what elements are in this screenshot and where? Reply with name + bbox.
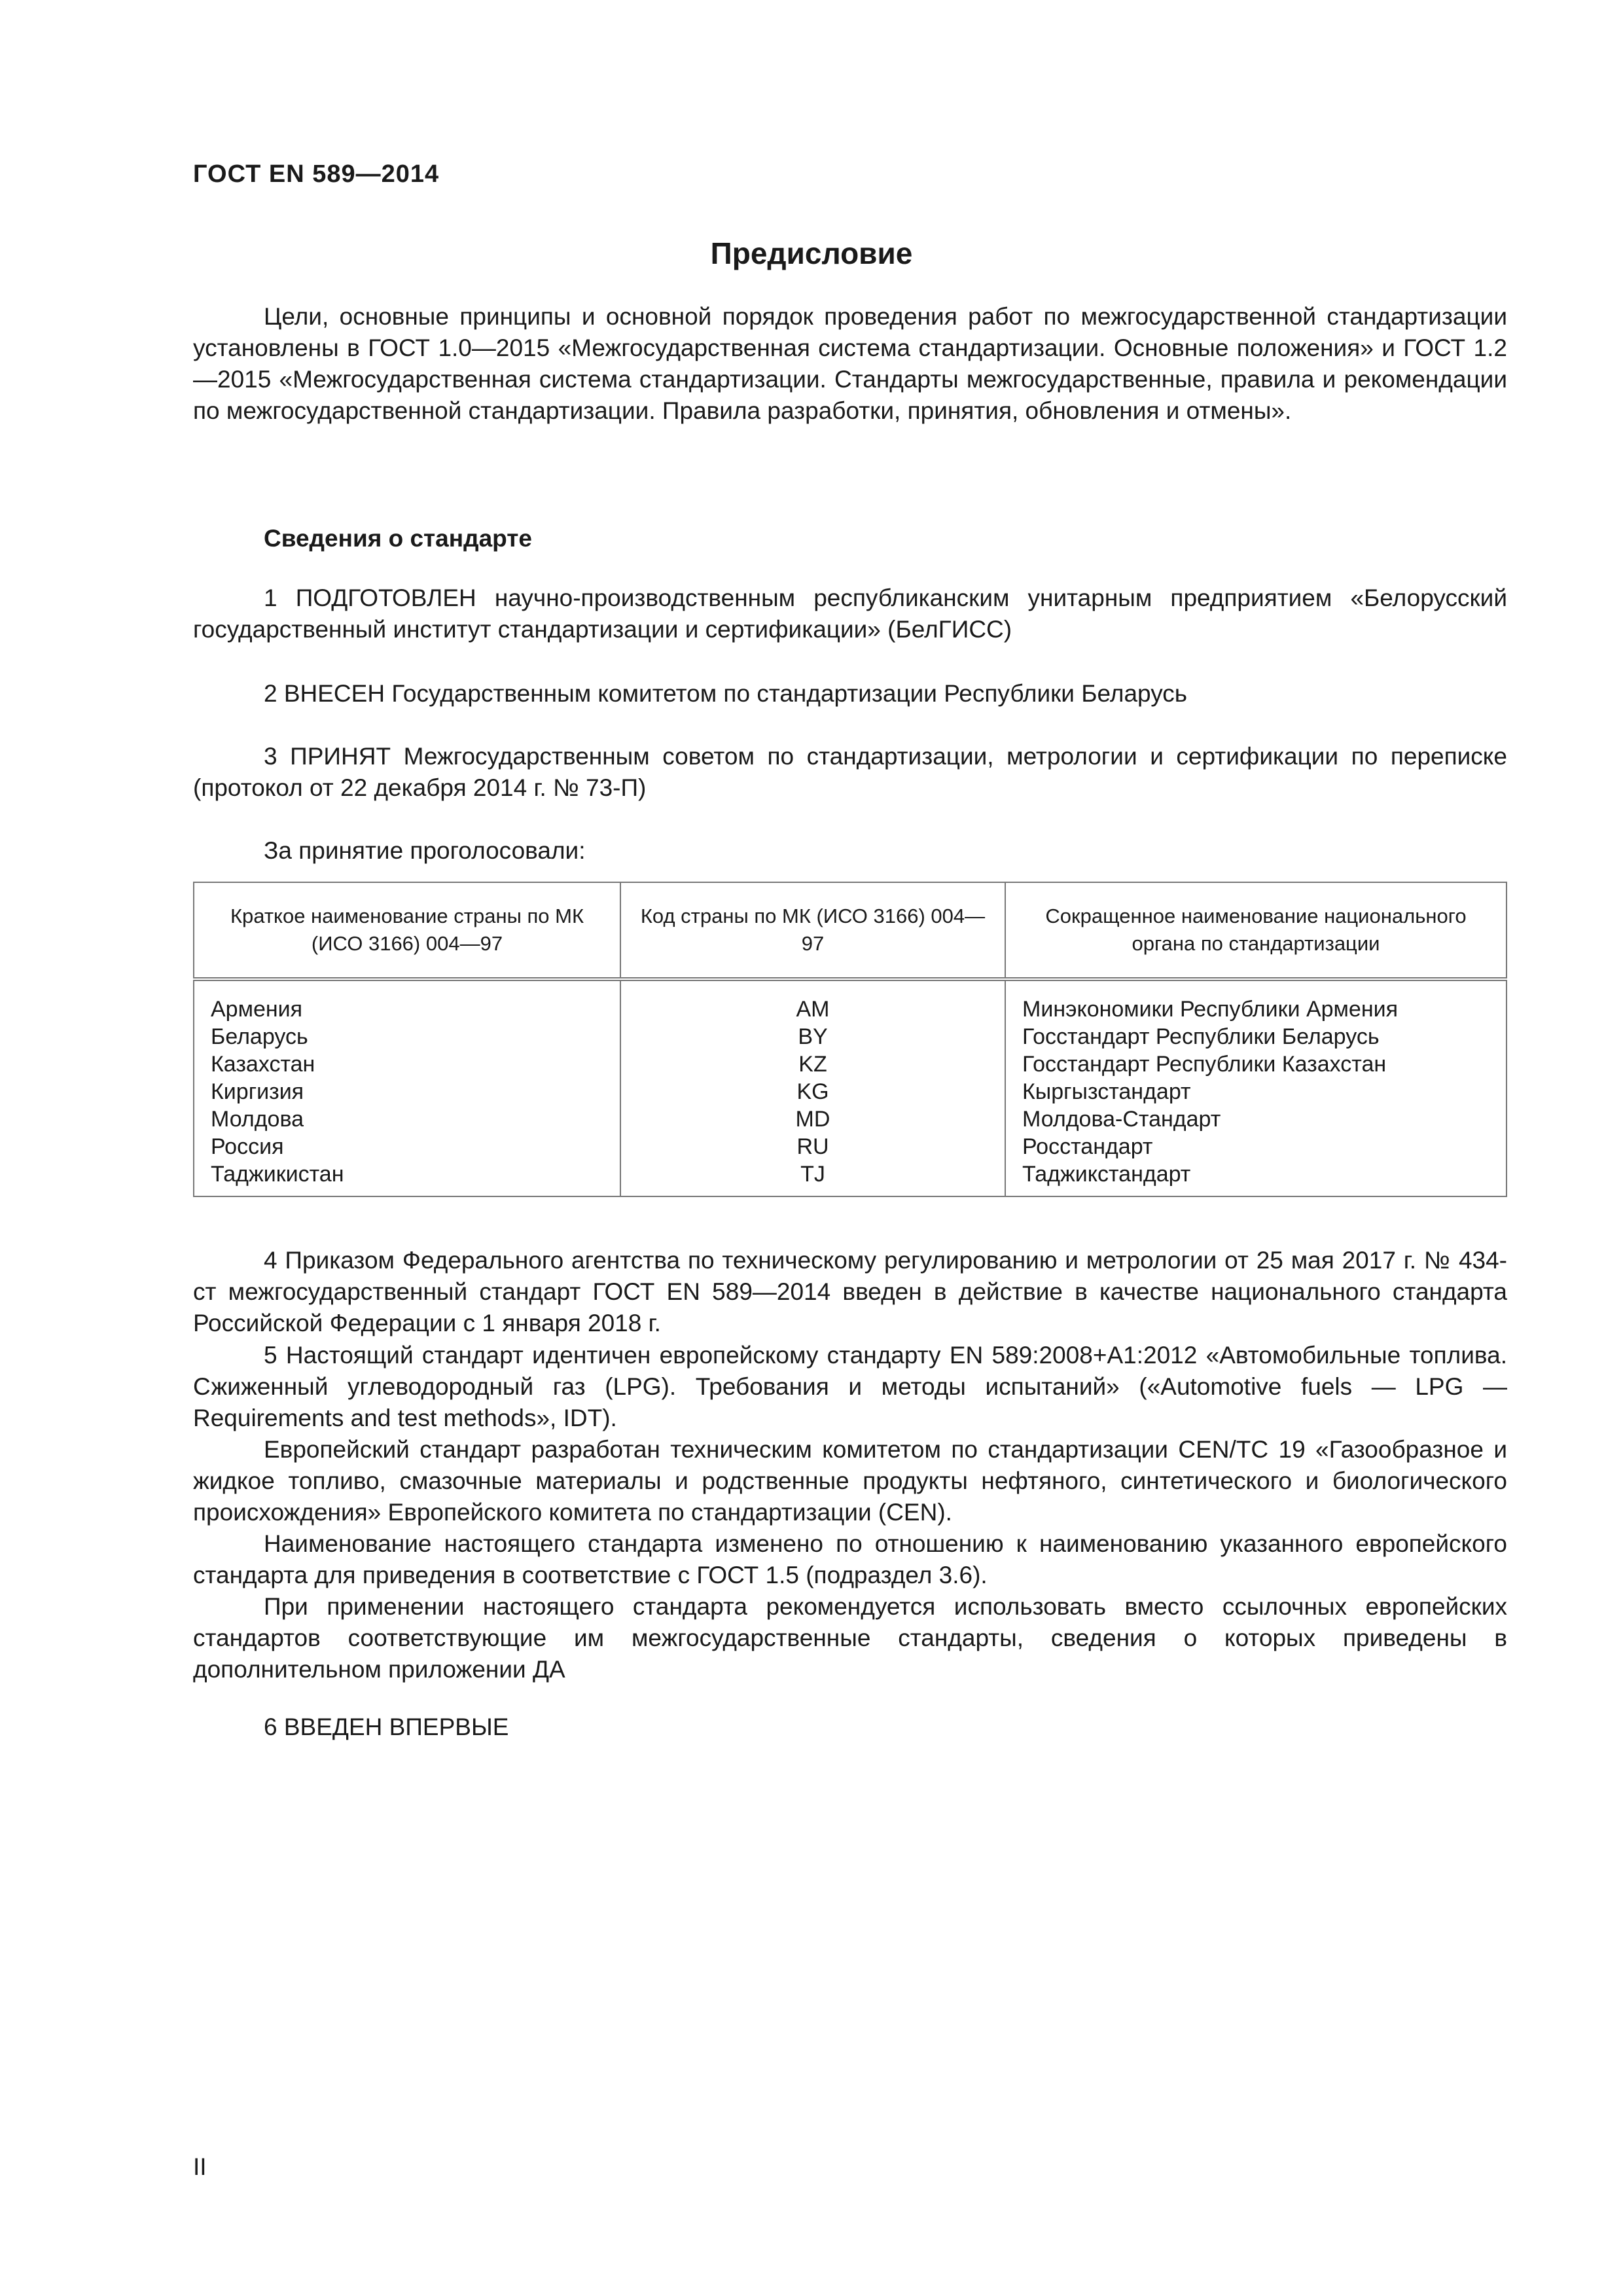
- table-header-row: [194, 882, 1507, 979]
- national-body-cell: Росстандарт: [1005, 1133, 1507, 1160]
- national-body-cell: Молдова-Стандарт: [1005, 1105, 1507, 1133]
- item-3-paragraph: 3 ПРИНЯТ Межгосударственным советом по стандартизации, метрологии и сертификации по переписке (протокол от 22 декабря 2014 г. № 73-П): [193, 743, 1507, 801]
- country-code-cell: MD: [620, 1105, 1005, 1133]
- national-body-cell: Госстандарт Республики Беларусь: [1005, 1023, 1507, 1050]
- item-6-paragraph: 6 ВВЕДЕН ВПЕРВЫЕ: [264, 1713, 509, 1740]
- voting-countries-table: [193, 882, 1507, 1197]
- country-code-cell: KG: [620, 1078, 1005, 1105]
- column-header-country-code: Код страны по МК (ИСО 3166) 004—97: [620, 882, 1005, 979]
- country-code-cell: KZ: [620, 1050, 1005, 1078]
- table-row: [194, 1160, 1507, 1196]
- section-heading: Сведения о стандарте: [264, 525, 532, 552]
- item-5-paragraph: 5 Настоящий стандарт идентичен европейскому стандарту EN 589:2008+A1:2012 «Автомобильные топлива. Сжиженный углеводородный газ (LPG). Требования и методы испытаний» («Automotive fuels — LPG — Requirements and test methods», IDT).: [193, 1342, 1507, 1431]
- item-5-european-committee-paragraph: Европейский стандарт разработан техническим комитетом по стандартизации CEN/TC 19 «Газообразное и жидкое топливо, смазочные материалы и родственные продукты нефтяного, синтетического и биологического происхождения» Европейского комитета по стандартизации (CEN).: [193, 1436, 1507, 1526]
- table-row: [194, 1078, 1507, 1105]
- column-header-national-body: Сокращенное наименование национального органа по стандартизации: [1005, 882, 1507, 979]
- country-code-cell: TJ: [620, 1160, 1005, 1196]
- table-row: [194, 979, 1507, 1023]
- country-name-cell: Армения: [194, 979, 620, 1023]
- voted-label: За принятие проголосовали:: [264, 837, 586, 864]
- country-name-cell: Таджикистан: [194, 1160, 620, 1196]
- page-number: II: [193, 2153, 207, 2180]
- country-name-cell: Россия: [194, 1133, 620, 1160]
- country-name-cell: Молдова: [194, 1105, 620, 1133]
- column-header-country-name: Краткое наименование страны по МК (ИСО 3166) 004—97: [194, 882, 620, 979]
- table-row: [194, 1133, 1507, 1160]
- item-2-paragraph: 2 ВНЕСЕН Государственным комитетом по стандартизации Республики Беларусь: [264, 680, 1188, 707]
- page-title: Предисловие: [710, 236, 913, 270]
- country-name-cell: Киргизия: [194, 1078, 620, 1105]
- country-code-cell: BY: [620, 1023, 1005, 1050]
- document-code-header: ГОСТ EN 589—2014: [193, 160, 440, 188]
- intro-paragraph: Цели, основные принципы и основной порядок проведения работ по межгосударственной стандартизации установлены в ГОСТ 1.0—2015 «Межгосударственная система стандартизации. Основные положения» и ГОСТ 1.2—2015 «Межгосударственная система стандартизации. Стандарты межгосударственные, правила и рекомендации по межгосударственной стандартизации. Правила разработки, принятия, обновления и отмены».: [193, 303, 1507, 424]
- country-code-cell: AM: [620, 979, 1005, 1023]
- national-body-cell: Кыргызстандарт: [1005, 1078, 1507, 1105]
- national-body-cell: Минэкономики Республики Армения: [1005, 979, 1507, 1023]
- item-5-name-change-paragraph: Наименование настоящего стандарта изменено по отношению к наименованию указанного европейского стандарта для приведения в соответствие с ГОСТ 1.5 (подраздел 3.6).: [193, 1530, 1507, 1588]
- table-row: [194, 1023, 1507, 1050]
- table-row: [194, 1105, 1507, 1133]
- table-row: [194, 1050, 1507, 1078]
- item-5-references-paragraph: При применении настоящего стандарта рекомендуется использовать вместо ссылочных европейских стандартов соответствующие им межгосударственные стандарты, сведения о которых приведены в дополнительном приложении ДА: [193, 1593, 1507, 1683]
- national-body-cell: Таджикстандарт: [1005, 1160, 1507, 1196]
- country-name-cell: Беларусь: [194, 1023, 620, 1050]
- national-body-cell: Госстандарт Республики Казахстан: [1005, 1050, 1507, 1078]
- country-code-cell: RU: [620, 1133, 1005, 1160]
- country-name-cell: Казахстан: [194, 1050, 620, 1078]
- item-4-paragraph: 4 Приказом Федерального агентства по техническому регулированию и метрологии от 25 мая 2017 г. № 434-ст межгосударственный стандарт ГОСТ EN 589—2014 введен в действие в качестве национального стандарта Российской Федерации с 1 января 2018 г.: [193, 1247, 1507, 1336]
- item-1-paragraph: 1 ПОДГОТОВЛЕН научно-производственным республиканским унитарным предприятием «Белорусский государственный институт стандартизации и сертификации» (БелГИСС): [193, 584, 1507, 643]
